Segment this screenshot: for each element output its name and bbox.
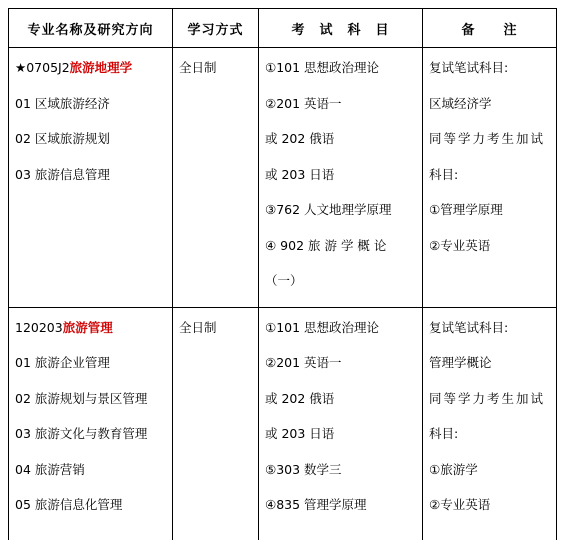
exam-item: 或 203 日语: [265, 426, 335, 441]
direction-item: 01 区域旅游经济: [15, 95, 110, 111]
program-cell: [9, 307, 173, 540]
program-name: 旅游地理学: [69, 60, 133, 75]
exam-item: ④ 902 旅 游 学 概 论: [265, 237, 387, 253]
note-item: 同等学力考生加试: [429, 131, 546, 146]
program-title: [15, 318, 166, 354]
program-code: 120203: [15, 319, 63, 335]
exam-item: ⑤303 数学三: [265, 461, 342, 477]
note-item: 复试笔试科目:: [429, 319, 509, 335]
table-row: [9, 307, 557, 540]
header-mode: 学习方式: [173, 9, 259, 48]
exam-item: ④835 管理学原理: [265, 497, 367, 512]
note-item: ①旅游学: [429, 461, 478, 477]
study-mode: 全日制: [179, 60, 217, 75]
exam-item: 或 202 俄语: [265, 390, 335, 406]
exam-item: 或 203 日语: [265, 166, 335, 182]
exam-item: ①101 思想政治理论: [265, 60, 380, 75]
header-notes: 备 注: [423, 9, 557, 48]
exam-subjects-cell: [259, 307, 423, 540]
direction-item: 02 旅游规划与景区管理: [15, 390, 148, 406]
note-item: 科目:: [429, 426, 459, 441]
direction-item: 02 区域旅游规划: [15, 131, 110, 146]
exam-item: ②201 英语一: [265, 355, 342, 370]
table-row: [9, 48, 557, 308]
table-header-row: [9, 9, 557, 48]
note-item: ①管理学原理: [429, 202, 503, 217]
note-item: ②专业英语: [429, 497, 491, 512]
direction-item: 05 旅游信息化管理: [15, 497, 123, 512]
note-item: 管理学概论: [429, 355, 492, 370]
note-item: 区域经济学: [429, 95, 492, 111]
exam-item: ①101 思想政治理论: [265, 319, 380, 335]
notes-cell: [423, 48, 557, 308]
header-exam-subjects: 考 试 科 目: [259, 9, 423, 48]
header-program: 专业名称及研究方向: [9, 9, 173, 48]
note-item: 科目:: [429, 166, 459, 182]
exam-item: ②201 英语一: [265, 95, 342, 111]
exam-item: 或 202 俄语: [265, 131, 335, 146]
program-code: ★0705J2: [15, 60, 70, 75]
direction-item: 04 旅游营销: [15, 461, 85, 477]
exam-item: ③762 人文地理学原理: [265, 202, 392, 217]
study-mode-cell: [173, 307, 259, 540]
exam-subjects-cell: [259, 48, 423, 308]
notes-cell: [423, 307, 557, 540]
program-name: 旅游管理: [62, 319, 113, 335]
note-item: ②专业英语: [429, 237, 491, 253]
exam-item: （一）: [265, 273, 303, 288]
direction-item: 03 旅游文化与教育管理: [15, 426, 148, 441]
note-item: 复试笔试科目:: [429, 60, 509, 75]
program-cell: [9, 48, 173, 308]
study-mode-cell: [173, 48, 259, 308]
program-table: [8, 8, 557, 540]
study-mode: 全日制: [179, 319, 217, 335]
note-item: 同等学力考生加试: [429, 390, 546, 406]
direction-item: 01 旅游企业管理: [15, 355, 110, 370]
program-title: [15, 58, 166, 94]
direction-item: 03 旅游信息管理: [15, 166, 110, 182]
